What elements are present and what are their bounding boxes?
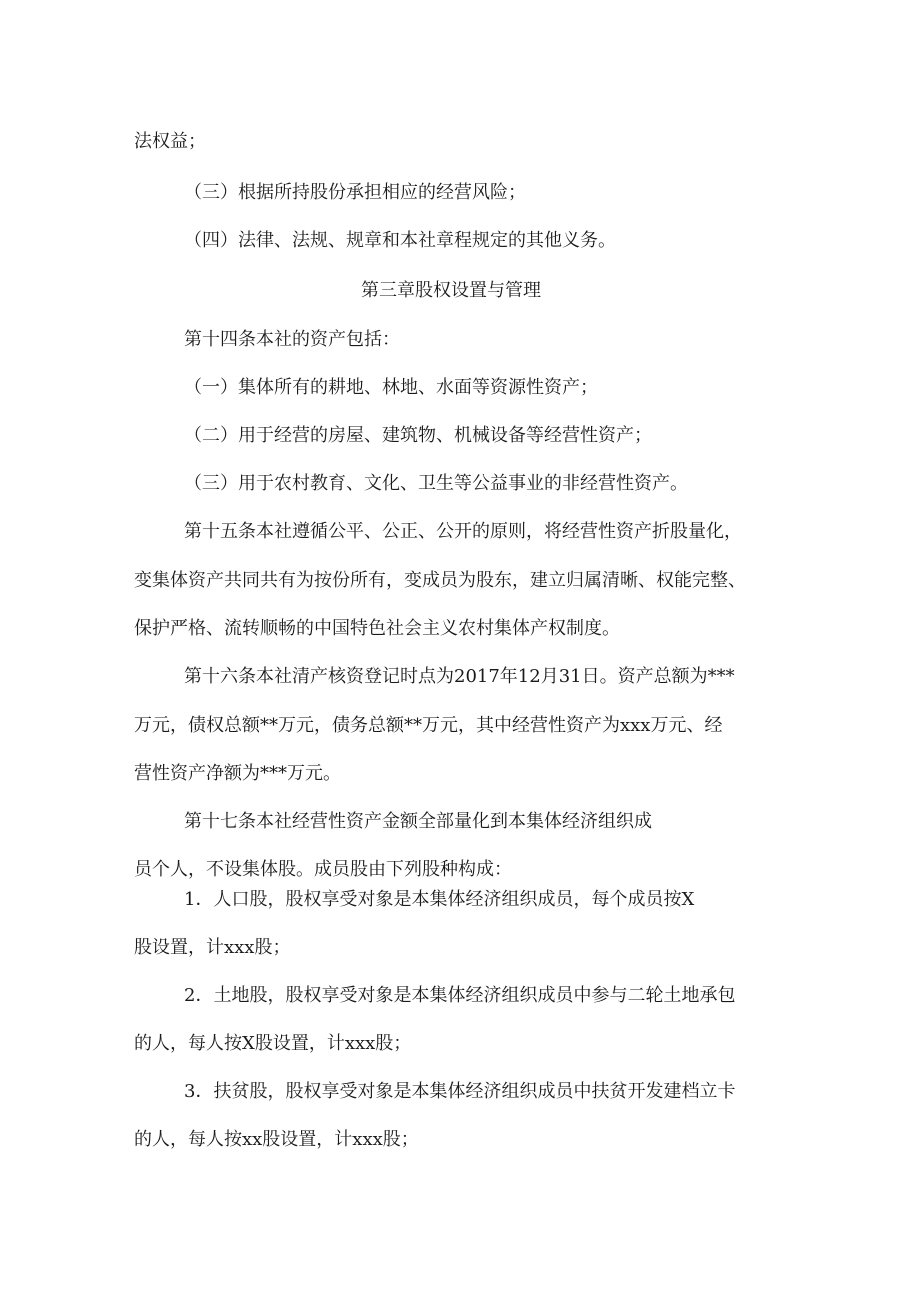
text-line-12: 第十六条本社清产核资登记时点为2017年12月31日。资产总额为*** bbox=[184, 666, 735, 687]
text-line-5: 第十四条本社的资产包括： bbox=[184, 329, 400, 350]
text-line-19: 2．土地股，股权享受对象是本集体经济组织成员中参与二轮土地承包 bbox=[184, 985, 736, 1006]
text-line-21: 3．扶贫股，股权享受对象是本集体经济组织成员中扶贫开发建档立卡 bbox=[184, 1081, 736, 1102]
text-line-9: 第十五条本社遵循公平、公正、公开的原则，将经营性资产折股量化， bbox=[184, 521, 742, 542]
text-line-3: （四）法律、法规、规章和本社章程规定的其他义务。 bbox=[184, 230, 616, 251]
text-line-11: 保护严格、流转顺畅的中国特色社会主义农村集体产权制度。 bbox=[134, 618, 620, 639]
chapter-heading: 第三章股权设置与管理 bbox=[361, 280, 541, 301]
text-line-7: （二）用于经营的房屋、建筑物、机械设备等经营性资产； bbox=[184, 425, 652, 446]
text-line-8: （三）用于农村教育、文化、卫生等公益事业的非经营性资产。 bbox=[184, 473, 688, 494]
text-line-22: 的人，每人按xx股设置，计xxx股； bbox=[134, 1129, 419, 1150]
text-line-2: （三）根据所持股份承担相应的经营风险； bbox=[184, 182, 526, 203]
text-line-17: 1．人口股，股权享受对象是本集体经济组织成员，每个成员按X bbox=[184, 889, 695, 910]
text-line-6: （一）集体所有的耕地、林地、水面等资源性资产； bbox=[184, 377, 598, 398]
text-line-18: 股设置，计xxx股； bbox=[134, 937, 291, 958]
text-line-13: 万元，债权总额**万元，债务总额**万元，其中经营性资产为xxx万元、经 bbox=[134, 715, 723, 736]
text-line-16: 员个人，不设集体股。成员股由下列股种构成： bbox=[134, 859, 512, 880]
text-line-14: 营性资产净额为***万元。 bbox=[134, 763, 341, 784]
text-line-10: 变集体资产共同共有为按份所有，变成员为股东，建立归属清晰、权能完整、 bbox=[134, 570, 746, 591]
text-line-1: 法权益； bbox=[134, 131, 206, 152]
text-line-15: 第十七条本社经营性资产金额全部量化到本集体经济组织成 bbox=[184, 811, 652, 832]
text-line-20: 的人，每人按X股设置，计xxx股； bbox=[134, 1033, 412, 1054]
